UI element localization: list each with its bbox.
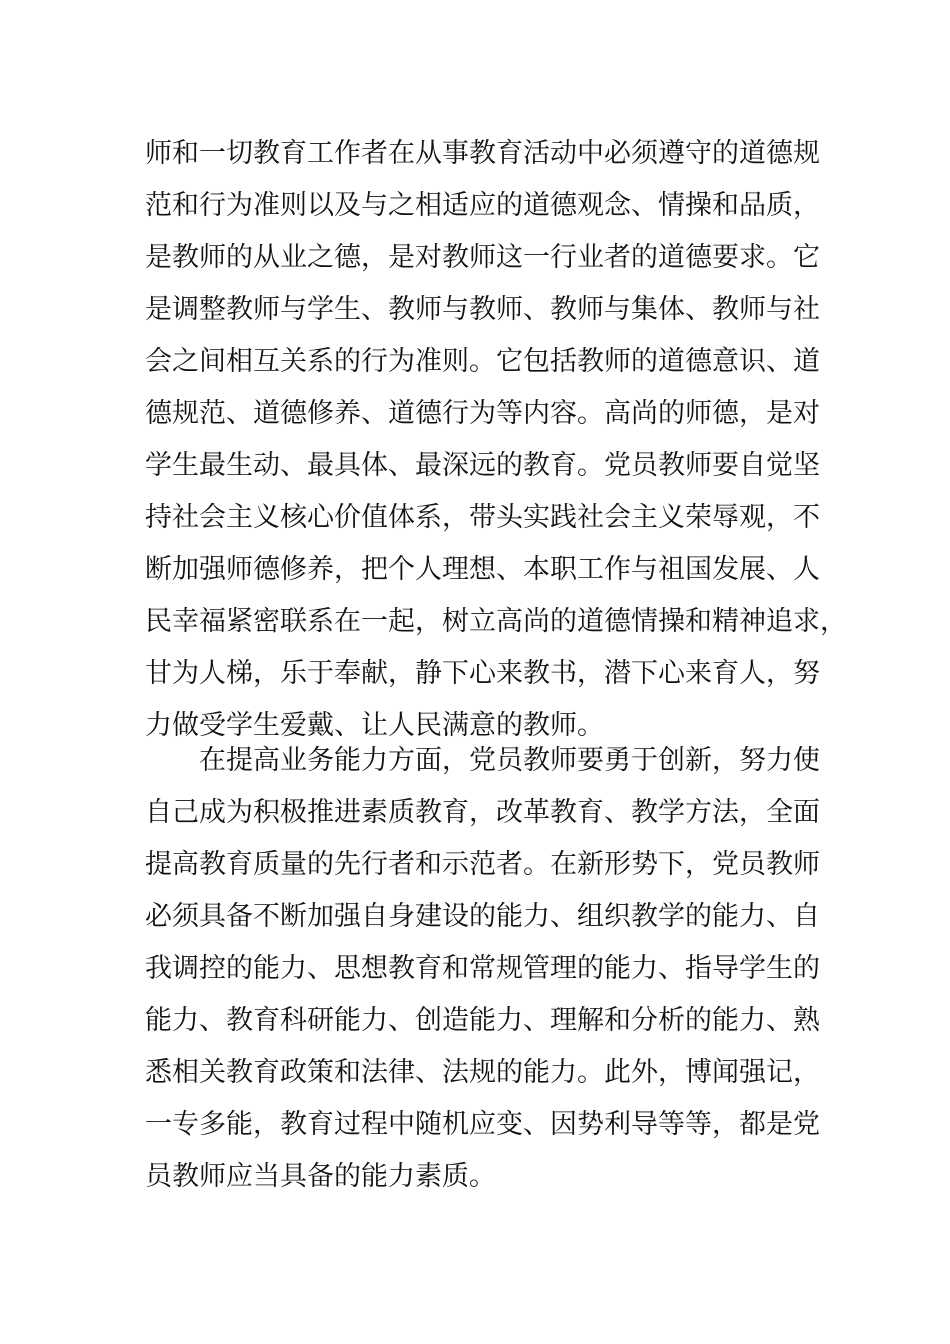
paragraph-1 xyxy=(145,128,847,752)
text-line: 员教师应当具备的能力素质。 xyxy=(145,1161,496,1192)
text-line: 悉相关教育政策和法律、法规的能力。此外，博闻强记， xyxy=(145,1057,820,1088)
text-line: 断加强师德修养，把个人理想、本职工作与祖国发展、人 xyxy=(145,554,820,585)
text-line: 是教师的从业之德，是对教师这一行业者的道德要求。它 xyxy=(145,242,820,273)
text-line: 德规范、道德修养、道德行为等内容。高尚的师德，是对 xyxy=(145,398,820,429)
text-line: 范和行为准则以及与之相适应的道德观念、情操和品质， xyxy=(145,190,820,221)
text-line: 提高教育质量的先行者和示范者。在新形势下，党员教师 xyxy=(145,849,820,880)
text-line: 民幸福紧密联系在一起，树立高尚的道德情操和精神追求， xyxy=(145,606,847,637)
text-line: 会之间相互关系的行为准则。它包括教师的道德意识、道 xyxy=(145,346,820,377)
paragraph-2 xyxy=(145,735,820,1203)
text-line: 我调控的能力、思想教育和常规管理的能力、指导学生的 xyxy=(145,953,820,984)
text-line: 一专多能，教育过程中随机应变、因势利导等等，都是党 xyxy=(145,1109,820,1140)
text-line: 学生最生动、最具体、最深远的教育。党员教师要自觉坚 xyxy=(145,450,820,481)
text-line: 持社会主义核心价值体系，带头实践社会主义荣辱观，不 xyxy=(145,502,820,533)
text-line: 在提高业务能力方面，党员教师要勇于创新，努力使 xyxy=(199,745,820,776)
text-line: 必须具备不断加强自身建设的能力、组织教学的能力、自 xyxy=(145,901,820,932)
text-line: 自己成为积极推进素质教育，改革教育、教学方法，全面 xyxy=(145,797,820,828)
text-line: 是调整教师与学生、教师与教师、教师与集体、教师与社 xyxy=(145,294,820,325)
text-line: 能力、教育科研能力、创造能力、理解和分析的能力、熟 xyxy=(145,1005,820,1036)
text-line: 师和一切教育工作者在从事教育活动中必须遵守的道德规 xyxy=(145,138,820,169)
text-line: 甘为人梯，乐于奉献，静下心来教书，潜下心来育人，努 xyxy=(145,658,820,689)
text-line: 力做受学生爱戴、让人民满意的教师。 xyxy=(145,710,604,741)
